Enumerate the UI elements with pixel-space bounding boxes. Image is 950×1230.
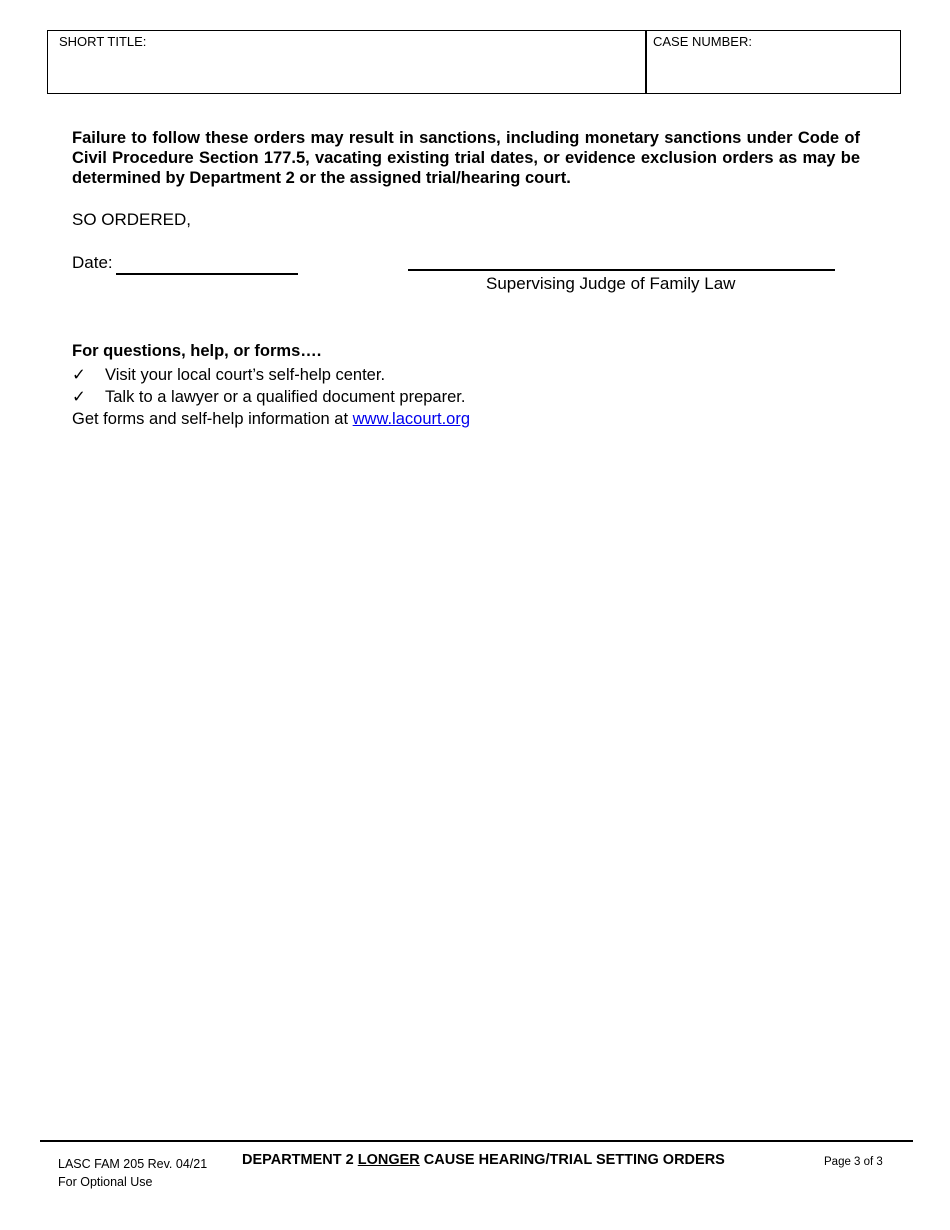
form-title	[242, 1152, 725, 1168]
help-item-text: Visit your local court’s self-help center.	[105, 366, 386, 384]
help-item-text: Talk to a lawyer or a qualified document preparer.	[105, 388, 466, 406]
form-title-emphasis: LONGER	[357, 1152, 420, 1168]
case-number-label: CASE NUMBER:	[653, 34, 752, 49]
judge-signature-line[interactable]	[408, 269, 835, 271]
help-list-item	[72, 365, 385, 385]
judge-signature-label: Supervising Judge of Family Law	[486, 274, 736, 293]
lacourt-link[interactable]: www.lacourt.org	[352, 410, 471, 428]
forms-info-text: Get forms and self-help information at	[72, 410, 353, 428]
form-title-part: CAUSE HEARING/TRIAL SETTING ORDERS	[419, 1152, 725, 1168]
form-title-part: DEPARTMENT 2	[242, 1152, 358, 1168]
form-number: LASC FAM 205 Rev. 04/21	[58, 1157, 208, 1171]
checkmark-icon: ✓	[72, 388, 86, 406]
checkmark-icon: ✓	[72, 366, 86, 384]
help-heading: For questions, help, or forms….	[72, 342, 322, 360]
footer-rule	[40, 1140, 913, 1142]
forms-info-line	[72, 410, 470, 429]
sanctions-warning: Failure to follow these orders may result in sanctions, including monetary sanctions under Code of Civil Procedure Section 177.5, vacating existing trial dates, or evidence exclusion orders as may be determined by Department 2 or the assigned trial/hearing court.	[72, 129, 860, 187]
caption-box	[47, 30, 901, 94]
form-id	[58, 1155, 207, 1191]
help-list-item	[72, 387, 465, 407]
optional-use-label: For Optional Use	[58, 1175, 153, 1189]
caption-divider	[645, 30, 647, 94]
date-signature-line[interactable]	[116, 273, 298, 275]
short-title-label: SHORT TITLE:	[59, 34, 147, 49]
page-number: Page 3 of 3	[824, 1156, 883, 1168]
date-label: Date:	[72, 253, 113, 272]
so-ordered-text: SO ORDERED,	[72, 210, 192, 229]
